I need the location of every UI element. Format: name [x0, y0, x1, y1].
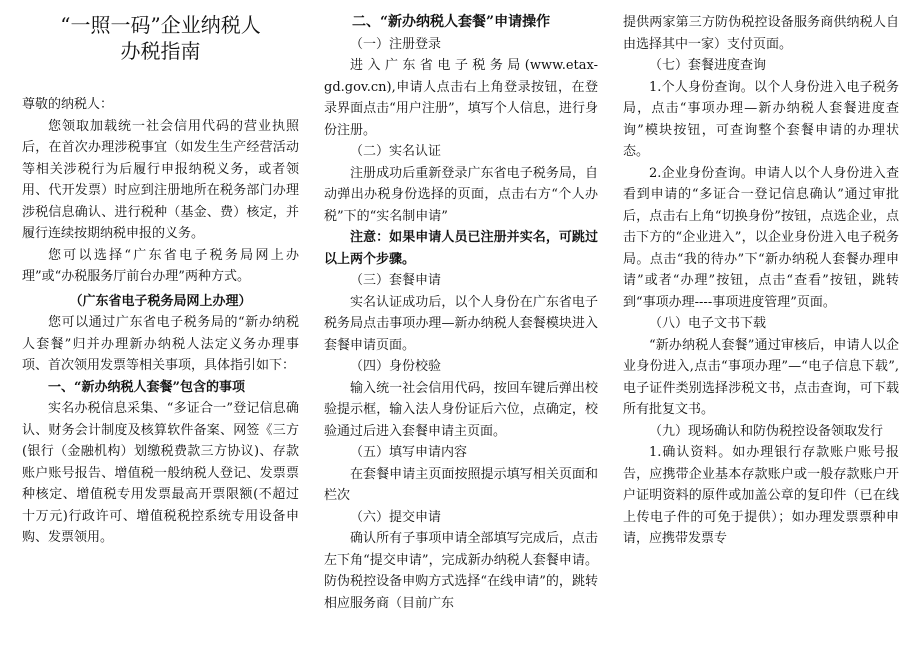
title-line-2: 办税指南 [120, 39, 201, 63]
heading-one: 一、“新办纳税人套餐”包含的事项 [48, 379, 245, 395]
step-7-enterprise-query: 2.企业身份查询。申请人以个人身份进入查看到申请的“多证合一登记信息确认”通过审批后，点击右上角“切换身份”按钮，点选企业，点击下方的“企业进入”，以企业身份进入电子税务局。点击“我的待办”下“新办纳税人套餐办理申请”或者“办理”按钮，点击“查看”按钮，跳转到“事项办理----事项进度管理”页面。 [623, 165, 899, 310]
package-paragraph: 您可以通过广东省电子税务局的“新办纳税人套餐”归并办理新办纳税人法定义务办理事项、首次领用发票等相关事项，具体指引如下： [22, 315, 299, 373]
step-4-title: （四）身份校验 [350, 359, 442, 374]
step-6-title: （六）提交申请 [350, 509, 442, 525]
step-1-text: 进入广东省电子税务局(www.etax-gd.gov.cn),申请人点击右上角登录按钮，在登录界面点击“用户注册”，填写个人信息，进行身份注册。 [324, 58, 598, 138]
heading-two: 二、“新办纳税人套餐”申请操作 [352, 14, 551, 30]
step-3-title: （三）套餐申请 [350, 273, 442, 288]
options-paragraph: 您可以选择“广东省电子税务局网上办理”或“办税服务厅前台办理”两种方式。 [22, 247, 299, 284]
section-heading: （广东省电子税务局网上办理） [69, 293, 252, 309]
title-line-1: “一照一码”企业纳税人 [60, 13, 261, 37]
step-5-text: 在套餐申请主页面按照提示填写相关页面和栏次 [324, 466, 598, 503]
step-9-confirm-materials: 1.确认资料。如办理银行存款账户账号报告，应携带企业基本存款账户或一般存款账户开户证明资料的原件或加盖公章的复印件（已在线上传电子件的可免于提供）；如办理发票票种申请，应携带发票专 [623, 445, 899, 546]
step-6-text: 确认所有子事项申请全部填写完成后，点击左下角“提交申请”，完成新办纳税人套餐申请。防伪税控设备申购方式选择“在线申请”的，跳转相应服务商（目前广东 [324, 531, 598, 611]
step-2-text: 注册成功后重新登录广东省电子税务局，自动弹出办税身份选择的页面，点击右方“个人办税”下的“实名制申请” [324, 165, 598, 224]
step-8-title: （八）电子文书下载 [649, 316, 767, 331]
column-3 [623, 12, 899, 550]
step-9-title: （九）现场确认和防伪税控设备领取发行 [649, 423, 884, 439]
step-7-personal-query: 1.个人身份查询。以个人身份进入电子税务局，点击“事项办理—新办纳税人套餐进度查询”模块按钮，可查询整个套餐申请的办理状态。 [623, 79, 899, 159]
note-text: 注意：如果申请人员已注册并实名，可跳过以上两个步骤。 [324, 230, 598, 267]
column-1 [22, 12, 299, 549]
step-3-text: 实名认证成功后，以个人身份在广东省电子税务局点击事项办理—新办纳税人套餐模块进入套餐申请页面。 [324, 294, 598, 353]
step-1-title: （一）注册登录 [350, 36, 442, 52]
intro-paragraph: 您领取加载统一社会信用代码的营业执照后，在首次办理涉税事宜（如发生生产经营活动等相关涉税行为后履行申报纳税义务，或者领用、代开发票）时应到注册地所在税务部门办理涉税信息确认、进行税种（基金、费）核定，并履行连续按期纳税申报的义务。 [22, 118, 299, 241]
step-7-title: （七）套餐进度查询 [649, 58, 767, 73]
step-5-title: （五）填写申请内容 [350, 445, 468, 460]
step-8-text: “新办纳税人套餐”通过审核后，申请人以企业身份进入,点击“事项办理”—“电子信息下载”,电子证件类别选择涉税文书，点击查询，可下载所有批复文书。 [623, 337, 899, 417]
column-2 [324, 12, 598, 614]
step-2-title: （二）实名认证 [350, 144, 442, 159]
greeting: 尊敬的纳税人： [22, 97, 114, 112]
step-6-continued: 提供两家第三方防伪税控设备服务商供纳税人自由选择其中一家）支付页面。 [623, 15, 899, 52]
package-items-paragraph: 实名办税信息采集、“多证合一”登记信息确认、财务会计制度及核算软件备案、网签《三方(银行（金融机构）划缴税费款三方协议)、存款账户账号报告、增值税一般纳税人登记、发票票种核定、增值税专用发票最高开票限额(不超过十万元)行政许可、增值税税控系统专用设备申购、发票领用。 [22, 401, 299, 545]
step-4-text: 输入统一社会信用代码，按回车键后弹出校验提示框，输入法人身份证后六位，点确定，校验通过后进入套餐申请主页面。 [324, 380, 598, 439]
